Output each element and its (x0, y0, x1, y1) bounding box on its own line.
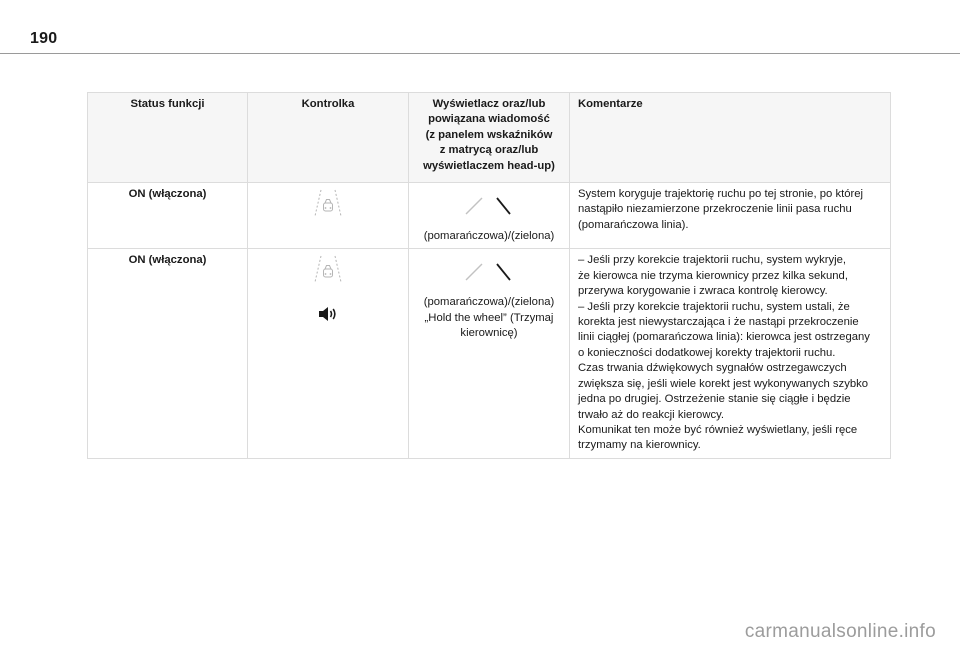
header-indicator: Kontrolka (248, 93, 409, 183)
comment-line: nastąpiło niezamierzone przekroczenie linii pasa ruchu (578, 203, 852, 216)
feature-status-table (87, 92, 891, 459)
display-caption: kierownicę) (460, 327, 518, 340)
header-display-line: wyświetlaczem head-up) (423, 159, 555, 172)
comment-line: że kierowca nie trzyma kierownicy przez kilka sekund, (578, 269, 848, 282)
display-caption: (pomarańczowa)/(zielona) (423, 230, 555, 243)
comment-line: – Jeśli przy korekcie trajektorii ruchu, system wykryje, (578, 254, 847, 267)
display-cell (409, 183, 570, 249)
header-status: Status funkcji (88, 93, 248, 183)
header-display-line: Wyświetlacz oraz/lub (432, 98, 546, 110)
header-display-line: z matrycą oraz/lub (439, 144, 539, 157)
comment-line: jedna po drugiej. Ostrzeżenie stanie się ciągłe i będzie (578, 393, 851, 406)
comment-line: trwało aż do reakcji kierowcy. (578, 408, 725, 421)
comment-line: przerywa korygowanie i zwraca kontrolę kierowcy. (578, 285, 828, 298)
lane-lines-icon (459, 195, 519, 215)
comment-line: System koryguje trajektorię ruchu po tej stronie, po której (578, 188, 864, 201)
indicator-cell (248, 249, 409, 458)
lane-keeping-warning-icon (312, 253, 344, 285)
comment-cell (570, 249, 891, 458)
comment-line: linii ciągłej (pomarańczowa linia): kierowca jest ostrzegany (578, 331, 870, 344)
display-cell (409, 249, 570, 458)
header-rule (0, 53, 960, 54)
display-caption: (pomarańczowa)/(zielona) (423, 296, 555, 309)
comment-line: (pomarańczowa linia). (578, 218, 689, 231)
comment-line: korekta jest niewystarczająca i że nastąpi przekroczenie (578, 316, 859, 329)
header-display-line: (z panelem wskaźników (425, 128, 553, 141)
page-number: 190 (30, 30, 58, 47)
table-row (88, 249, 891, 458)
comment-line: trzymamy na kierownicy. (578, 439, 701, 452)
header-comment: Komentarze (570, 93, 891, 183)
table-header-row (88, 93, 891, 183)
comment-line: – Jeśli przy korekcie trajektorii ruchu, system ustali, że (578, 300, 850, 313)
header-display (409, 93, 570, 183)
speaker-icon (317, 305, 339, 323)
display-caption: „Hold the wheel” (Trzymaj (424, 311, 554, 324)
comment-line: Czas trwania dźwiękowych sygnałów ostrzegawczych (578, 362, 847, 375)
header-display-line: powiązana wiadomość (428, 113, 550, 126)
comment-line: zwiększa się, jeśli wiele korekt jest wykonywanych szybko (578, 377, 869, 390)
watermark: carmanualsonline.info (744, 621, 936, 642)
comment-cell (570, 183, 891, 249)
status-cell: ON (włączona) (88, 249, 248, 458)
comment-line: o konieczności dodatkowej korekty trajektorii ruchu. (578, 346, 836, 359)
status-cell: ON (włączona) (88, 183, 248, 249)
table-row (88, 183, 891, 249)
lane-lines-icon (459, 261, 519, 281)
indicator-cell (248, 183, 409, 249)
lane-keeping-warning-icon (312, 187, 344, 219)
comment-line: Komunikat ten może być również wyświetlany, jeśli ręce (578, 423, 858, 436)
